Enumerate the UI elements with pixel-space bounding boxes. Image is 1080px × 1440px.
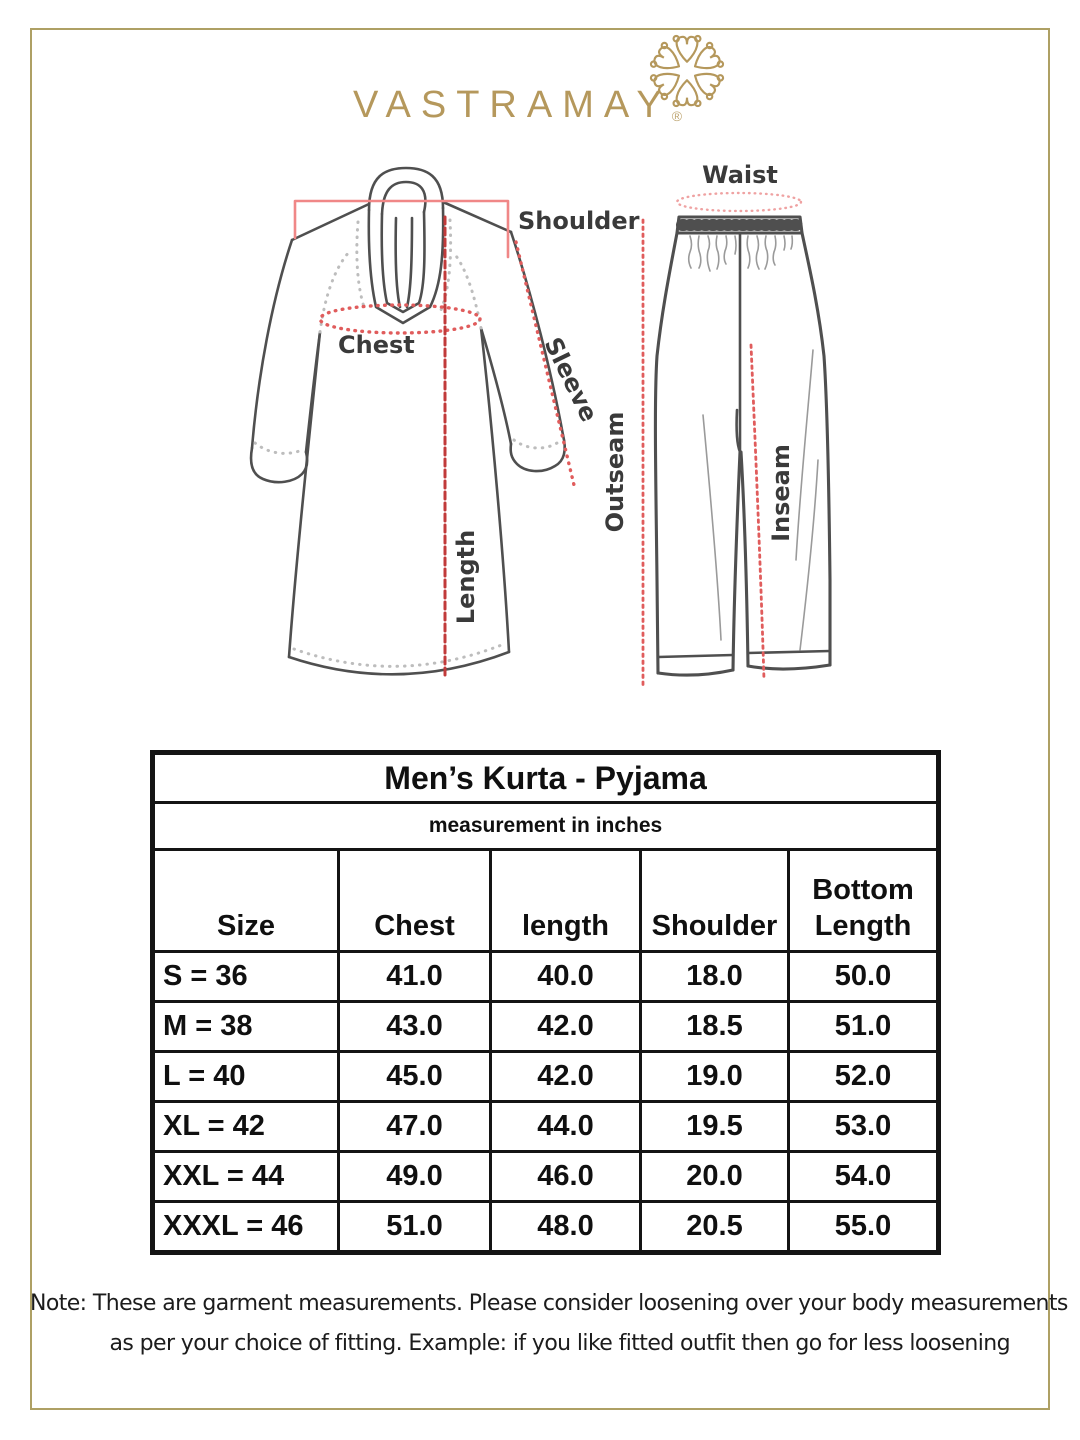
bottom-length-cell: 50.0 xyxy=(789,952,939,1002)
waist-measure-ellipse xyxy=(677,193,801,211)
length-cell: 48.0 xyxy=(491,1202,641,1253)
inseam-measure-line xyxy=(751,345,764,680)
length-cell: 42.0 xyxy=(491,1052,641,1102)
chest-cell: 43.0 xyxy=(339,1002,491,1052)
bottom-length-cell: 54.0 xyxy=(789,1152,939,1202)
column-header-shoulder: Shoulder xyxy=(641,850,789,952)
shoulder-cell: 19.0 xyxy=(641,1052,789,1102)
column-header-chest: Chest xyxy=(339,850,491,952)
bottom-length-cell: 55.0 xyxy=(789,1202,939,1253)
kurta-measurement-diagram xyxy=(222,160,642,705)
shoulder-cell: 19.5 xyxy=(641,1102,789,1152)
size-cell: XXL = 44 xyxy=(153,1152,339,1202)
brand-name: VASTRAMAY xyxy=(353,84,672,126)
kurta-shoulder-label: Shoulder xyxy=(518,207,640,235)
size-cell: XL = 42 xyxy=(153,1102,339,1152)
table-row-l xyxy=(153,1052,939,1102)
chest-cell: 51.0 xyxy=(339,1202,491,1253)
length-cell: 44.0 xyxy=(491,1102,641,1152)
size-cell: L = 40 xyxy=(153,1052,339,1102)
length-cell: 40.0 xyxy=(491,952,641,1002)
size-cell: S = 36 xyxy=(153,952,339,1002)
bottom-length-cell: 53.0 xyxy=(789,1102,939,1152)
table-row-xxl xyxy=(153,1152,939,1202)
table-row-xxxl xyxy=(153,1202,939,1253)
table-row-m xyxy=(153,1002,939,1052)
size-cell: M = 38 xyxy=(153,1002,339,1052)
column-header-length: length xyxy=(491,850,641,952)
table-row-xl xyxy=(153,1102,939,1152)
note-line-1: Note: These are garment measurements. Please consider loosening over your body measurements xyxy=(30,1291,1068,1316)
pyjama-inseam-label: Inseam xyxy=(767,444,795,542)
kurta-sleeve-label: Sleeve xyxy=(538,332,604,427)
chest-cell: 49.0 xyxy=(339,1152,491,1202)
chest-cell: 41.0 xyxy=(339,952,491,1002)
size-cell: XXXL = 46 xyxy=(153,1202,339,1253)
pyjama-outseam-label: Outseam xyxy=(601,411,629,533)
length-cell: 42.0 xyxy=(491,1002,641,1052)
table-header-row xyxy=(153,850,939,952)
kurta-chest-label: Chest xyxy=(338,331,415,359)
column-header-bottom-length: Bottom Length xyxy=(789,850,939,952)
chest-cell: 47.0 xyxy=(339,1102,491,1152)
table-subtitle: measurement in inches xyxy=(153,803,939,850)
table-title-row xyxy=(153,753,939,803)
measurement-note xyxy=(30,1284,1068,1364)
shoulder-cell: 18.0 xyxy=(641,952,789,1002)
chest-cell: 45.0 xyxy=(339,1052,491,1102)
shoulder-cell: 20.0 xyxy=(641,1152,789,1202)
pyjama-waist-label: Waist xyxy=(702,161,778,189)
shoulder-cell: 20.5 xyxy=(641,1202,789,1253)
shoulder-cell: 18.5 xyxy=(641,1002,789,1052)
kurta-length-label: Length xyxy=(452,529,480,625)
table-title: Men’s Kurta - Pyjama xyxy=(153,753,939,803)
table-subtitle-row xyxy=(153,803,939,850)
length-cell: 46.0 xyxy=(491,1152,641,1202)
shoulder-measure-line xyxy=(295,201,508,257)
size-chart-table xyxy=(150,750,941,1255)
brand-logo xyxy=(353,84,682,127)
logo-ornament-icon xyxy=(648,32,726,110)
registered-trademark-symbol: ® xyxy=(671,108,683,124)
column-header-size: Size xyxy=(153,850,339,952)
note-line-2: as per your choice of fitting. Example: if you like fitted outfit then go for less loosening xyxy=(109,1331,1010,1356)
bottom-length-cell: 51.0 xyxy=(789,1002,939,1052)
table-row-s xyxy=(153,952,939,1002)
pyjama-measurement-diagram xyxy=(600,160,860,705)
bottom-length-cell: 52.0 xyxy=(789,1052,939,1102)
